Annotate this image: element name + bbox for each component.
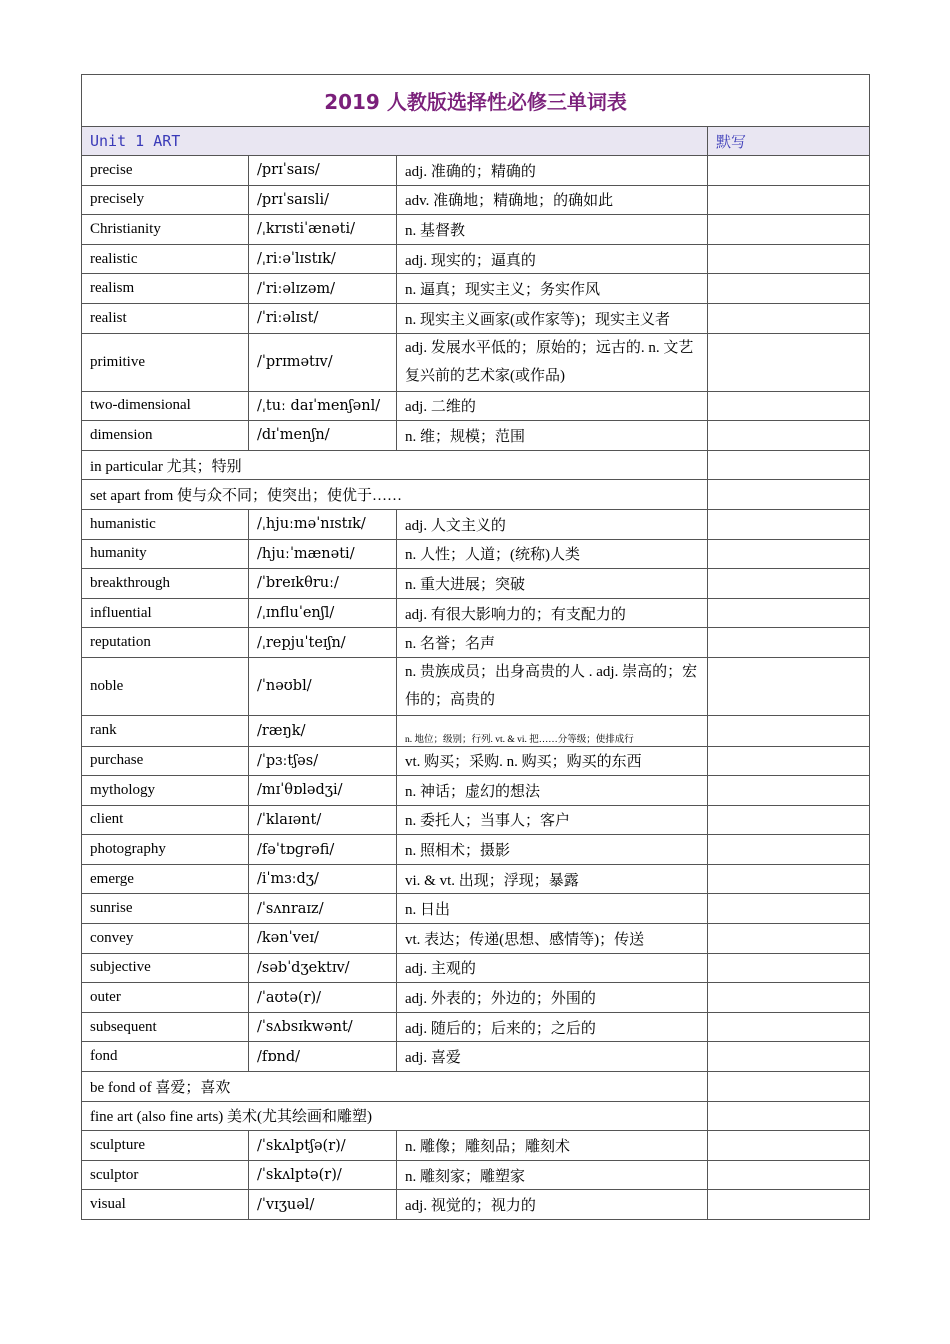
phonetic-cell: /prɪˈsaɪs/ bbox=[249, 156, 397, 186]
dictation-cell[interactable] bbox=[708, 480, 870, 510]
meaning-cell: n. 地位；级别；行列. vt. & vi. 把……分等级；使排成行 bbox=[397, 715, 708, 746]
meaning-cell: vi. & vt. 出现；浮现；暴露 bbox=[397, 864, 708, 894]
phonetic-cell: /ˈvɪʒuəl/ bbox=[249, 1190, 397, 1220]
phonetic-cell: /ˈsʌbsɪkwənt/ bbox=[249, 1012, 397, 1042]
phonetic-cell: /səbˈdʒektɪv/ bbox=[249, 953, 397, 983]
meaning-cell: adv. 准确地；精确地；的确如此 bbox=[397, 185, 708, 215]
word-row bbox=[82, 953, 870, 983]
phonetic-cell: /ˌhjuːməˈnɪstɪk/ bbox=[249, 509, 397, 539]
phonetic-cell: /ˈbreɪkθruː/ bbox=[249, 569, 397, 599]
phonetic-cell: /ˈsʌnraɪz/ bbox=[249, 894, 397, 924]
meaning-cell: n. 照相术；摄影 bbox=[397, 835, 708, 865]
word-cell: convey bbox=[82, 924, 249, 954]
meaning-cell: n. 基督教 bbox=[397, 215, 708, 245]
word-cell: sunrise bbox=[82, 894, 249, 924]
phonetic-cell: /ˈaʊtə(r)/ bbox=[249, 983, 397, 1013]
word-cell: subjective bbox=[82, 953, 249, 983]
meaning-cell: n. 委托人；当事人；客户 bbox=[397, 805, 708, 835]
phonetic-cell: /ˌkrɪstiˈænəti/ bbox=[249, 215, 397, 245]
word-cell: Christianity bbox=[82, 215, 249, 245]
dictation-cell[interactable] bbox=[708, 746, 870, 776]
dictation-cell[interactable] bbox=[708, 185, 870, 215]
dictation-cell[interactable] bbox=[708, 1160, 870, 1190]
meaning-cell: n. 重大进展；突破 bbox=[397, 569, 708, 599]
meaning-cell: vt. 购买；采购. n. 购买；购买的东西 bbox=[397, 746, 708, 776]
dictation-cell[interactable] bbox=[708, 1072, 870, 1102]
word-row bbox=[82, 421, 870, 451]
phonetic-cell: /ˌrepjuˈteɪʃn/ bbox=[249, 628, 397, 658]
dictation-cell[interactable] bbox=[708, 715, 870, 746]
dictation-cell[interactable] bbox=[708, 598, 870, 628]
dictation-column-header: 默写 bbox=[708, 127, 870, 156]
word-row bbox=[82, 185, 870, 215]
meaning-cell: adj. 随后的；后来的；之后的 bbox=[397, 1012, 708, 1042]
word-cell: realistic bbox=[82, 244, 249, 274]
dictation-cell[interactable] bbox=[708, 1190, 870, 1220]
phonetic-cell: /prɪˈsaɪsli/ bbox=[249, 185, 397, 215]
word-row bbox=[82, 215, 870, 245]
dictation-cell[interactable] bbox=[708, 215, 870, 245]
word-row bbox=[82, 835, 870, 865]
dictation-cell[interactable] bbox=[708, 274, 870, 304]
word-row bbox=[82, 894, 870, 924]
phrase-row bbox=[82, 1101, 870, 1131]
word-cell: influential bbox=[82, 598, 249, 628]
phonetic-cell: /ˌɪnfluˈenʃl/ bbox=[249, 598, 397, 628]
word-cell: purchase bbox=[82, 746, 249, 776]
vocabulary-table bbox=[81, 74, 870, 1220]
dictation-cell[interactable] bbox=[708, 894, 870, 924]
word-cell: precisely bbox=[82, 185, 249, 215]
phonetic-cell: /hjuːˈmænəti/ bbox=[249, 539, 397, 569]
word-row bbox=[82, 657, 870, 715]
phonetic-cell: /fəˈtɒɡrəfi/ bbox=[249, 835, 397, 865]
word-row bbox=[82, 1190, 870, 1220]
word-cell: reputation bbox=[82, 628, 249, 658]
word-row bbox=[82, 391, 870, 421]
phonetic-cell: /ˈklaɪənt/ bbox=[249, 805, 397, 835]
phonetic-cell: /fɒnd/ bbox=[249, 1042, 397, 1072]
word-cell: subsequent bbox=[82, 1012, 249, 1042]
word-row bbox=[82, 1012, 870, 1042]
phonetic-cell: /ˈprɪmətɪv/ bbox=[249, 333, 397, 391]
dictation-cell[interactable] bbox=[708, 244, 870, 274]
meaning-cell: adj. 喜爱 bbox=[397, 1042, 708, 1072]
dictation-cell[interactable] bbox=[708, 156, 870, 186]
phrase-cell: fine art (also fine arts) 美术(尤其绘画和雕塑) bbox=[82, 1101, 708, 1131]
word-row bbox=[82, 598, 870, 628]
word-row bbox=[82, 924, 870, 954]
dictation-cell[interactable] bbox=[708, 450, 870, 480]
meaning-cell: adj. 发展水平低的；原始的；远古的. n. 文艺复兴前的艺术家(或作品) bbox=[397, 333, 708, 391]
meaning-cell: n. 雕刻家；雕塑家 bbox=[397, 1160, 708, 1190]
meaning-cell: n. 神话；虚幻的想法 bbox=[397, 776, 708, 806]
word-cell: two-dimensional bbox=[82, 391, 249, 421]
word-cell: breakthrough bbox=[82, 569, 249, 599]
word-cell: rank bbox=[82, 715, 249, 746]
meaning-cell: n. 日出 bbox=[397, 894, 708, 924]
word-row bbox=[82, 569, 870, 599]
meaning-cell: n. 名誉；名声 bbox=[397, 628, 708, 658]
meaning-cell: adj. 有很大影响力的；有支配力的 bbox=[397, 598, 708, 628]
word-cell: noble bbox=[82, 657, 249, 715]
phonetic-cell: /ˈpɜːtʃəs/ bbox=[249, 746, 397, 776]
vocabulary-sheet bbox=[81, 74, 869, 1220]
phrase-cell: set apart from 使与众不同；使突出；使优于…… bbox=[82, 480, 708, 510]
dictation-cell[interactable] bbox=[708, 303, 870, 333]
meaning-cell: n. 人性；人道；(统称)人类 bbox=[397, 539, 708, 569]
meaning-cell: adj. 准确的；精确的 bbox=[397, 156, 708, 186]
dictation-cell[interactable] bbox=[708, 539, 870, 569]
dictation-cell[interactable] bbox=[708, 1101, 870, 1131]
word-cell: humanity bbox=[82, 539, 249, 569]
dictation-cell[interactable] bbox=[708, 835, 870, 865]
word-row bbox=[82, 1042, 870, 1072]
phrase-row bbox=[82, 450, 870, 480]
meaning-cell: n. 现实主义画家(或作家等)；现实主义者 bbox=[397, 303, 708, 333]
meaning-cell: adj. 外表的；外边的；外围的 bbox=[397, 983, 708, 1013]
phrase-row bbox=[82, 480, 870, 510]
word-row bbox=[82, 303, 870, 333]
dictation-cell[interactable] bbox=[708, 657, 870, 715]
phonetic-cell: /dɪˈmenʃn/ bbox=[249, 421, 397, 451]
meaning-cell: adj. 现实的；逼真的 bbox=[397, 244, 708, 274]
word-cell: visual bbox=[82, 1190, 249, 1220]
dictation-cell[interactable] bbox=[708, 776, 870, 806]
word-row bbox=[82, 244, 870, 274]
word-row bbox=[82, 539, 870, 569]
meaning-cell: adj. 人文主义的 bbox=[397, 509, 708, 539]
dictation-cell[interactable] bbox=[708, 805, 870, 835]
dictation-cell[interactable] bbox=[708, 983, 870, 1013]
phrase-cell: in particular 尤其；特别 bbox=[82, 450, 708, 480]
meaning-cell: n. 贵族成员；出身高贵的人 . adj. 崇高的；宏伟的；高贵的 bbox=[397, 657, 708, 715]
dictation-cell[interactable] bbox=[708, 1012, 870, 1042]
dictation-cell[interactable] bbox=[708, 628, 870, 658]
word-row bbox=[82, 628, 870, 658]
dictation-cell[interactable] bbox=[708, 864, 870, 894]
word-cell: outer bbox=[82, 983, 249, 1013]
word-row bbox=[82, 776, 870, 806]
meaning-cell: adj. 二维的 bbox=[397, 391, 708, 421]
phrase-row bbox=[82, 1072, 870, 1102]
meaning-cell: vt. 表达；传递(思想、感情等)；传送 bbox=[397, 924, 708, 954]
word-row bbox=[82, 864, 870, 894]
word-cell: sculpture bbox=[82, 1131, 249, 1161]
phonetic-cell: /iˈmɜːdʒ/ bbox=[249, 864, 397, 894]
dictation-cell[interactable] bbox=[708, 953, 870, 983]
meaning-cell: adj. 视觉的；视力的 bbox=[397, 1190, 708, 1220]
phonetic-cell: /ˈskʌlptʃə(r)/ bbox=[249, 1131, 397, 1161]
meaning-cell: n. 维；规模；范围 bbox=[397, 421, 708, 451]
phonetic-cell: /ræŋk/ bbox=[249, 715, 397, 746]
word-cell: sculptor bbox=[82, 1160, 249, 1190]
dictation-cell[interactable] bbox=[708, 391, 870, 421]
phonetic-cell: /ˈriːəlɪzəm/ bbox=[249, 274, 397, 304]
unit-heading: Unit 1 ART bbox=[82, 127, 708, 156]
phonetic-cell: /mɪˈθɒlədʒi/ bbox=[249, 776, 397, 806]
word-cell: realist bbox=[82, 303, 249, 333]
word-row bbox=[82, 274, 870, 304]
word-cell: fond bbox=[82, 1042, 249, 1072]
word-cell: primitive bbox=[82, 333, 249, 391]
dictation-cell[interactable] bbox=[708, 1042, 870, 1072]
dictation-cell[interactable] bbox=[708, 509, 870, 539]
word-row bbox=[82, 983, 870, 1013]
word-row bbox=[82, 1131, 870, 1161]
phonetic-cell: /ˈnəʊbl/ bbox=[249, 657, 397, 715]
phonetic-cell: /ˌtuː daɪˈmenʃənl/ bbox=[249, 391, 397, 421]
word-row bbox=[82, 333, 870, 391]
word-cell: realism bbox=[82, 274, 249, 304]
phrase-cell: be fond of 喜爱；喜欢 bbox=[82, 1072, 708, 1102]
word-cell: precise bbox=[82, 156, 249, 186]
word-row bbox=[82, 746, 870, 776]
phonetic-cell: /ˌriːəˈlɪstɪk/ bbox=[249, 244, 397, 274]
dictation-cell[interactable] bbox=[708, 1131, 870, 1161]
dictation-cell[interactable] bbox=[708, 333, 870, 391]
meaning-cell: n. 逼真；现实主义；务实作风 bbox=[397, 274, 708, 304]
dictation-cell[interactable] bbox=[708, 421, 870, 451]
word-cell: dimension bbox=[82, 421, 249, 451]
phonetic-cell: /ˈriːəlɪst/ bbox=[249, 303, 397, 333]
word-row bbox=[82, 1160, 870, 1190]
word-cell: client bbox=[82, 805, 249, 835]
word-cell: humanistic bbox=[82, 509, 249, 539]
meaning-cell: n. 雕像；雕刻品；雕刻术 bbox=[397, 1131, 708, 1161]
dictation-cell[interactable] bbox=[708, 569, 870, 599]
phonetic-cell: /ˈskʌlptə(r)/ bbox=[249, 1160, 397, 1190]
word-cell: mythology bbox=[82, 776, 249, 806]
page-title: 2019 人教版选择性必修三单词表 bbox=[82, 75, 870, 127]
phonetic-cell: /kənˈveɪ/ bbox=[249, 924, 397, 954]
word-cell: photography bbox=[82, 835, 249, 865]
word-row bbox=[82, 509, 870, 539]
word-row bbox=[82, 805, 870, 835]
meaning-cell: adj. 主观的 bbox=[397, 953, 708, 983]
word-row bbox=[82, 156, 870, 186]
word-cell: emerge bbox=[82, 864, 249, 894]
dictation-cell[interactable] bbox=[708, 924, 870, 954]
word-row bbox=[82, 715, 870, 746]
